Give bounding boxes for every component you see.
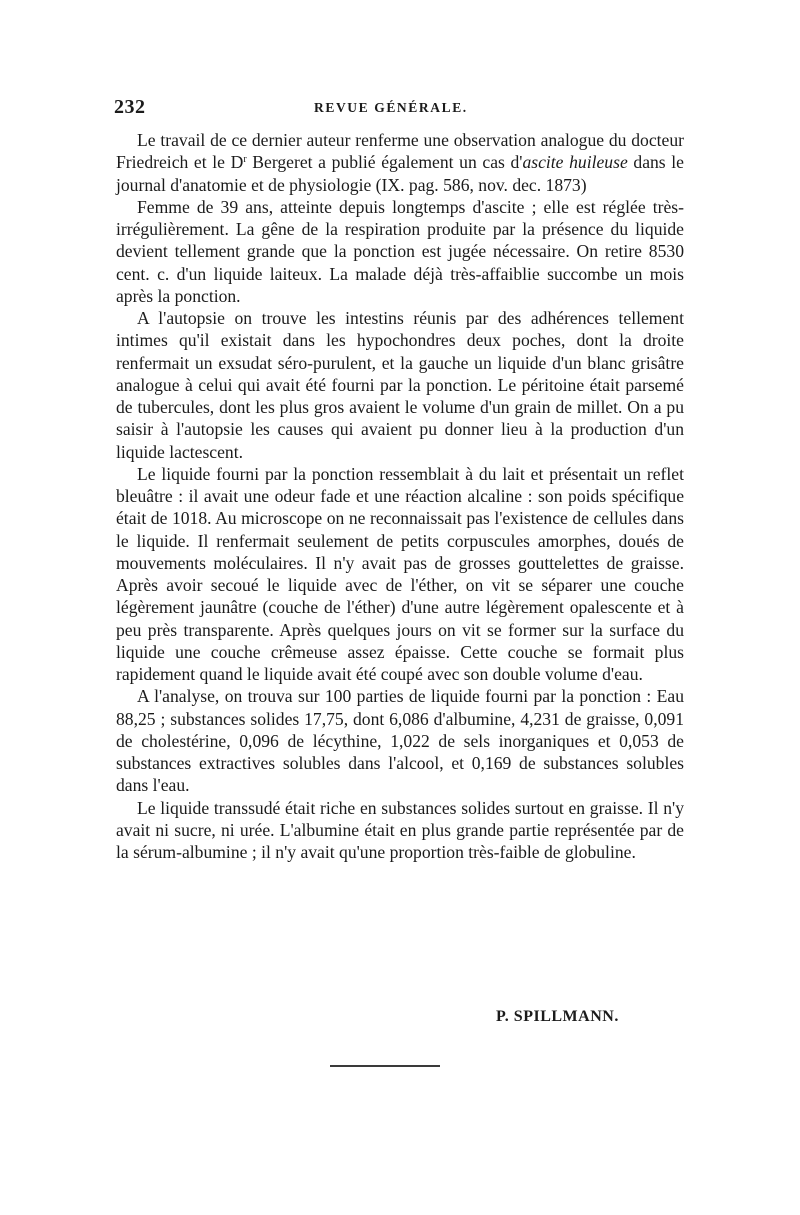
- page-header: [114, 96, 686, 120]
- paragraph-1-text-end: dans le journal d'anatomie et de physiologie (IX. pag. 586, nov. dec. 1873): [116, 152, 684, 195]
- paragraph-2: Femme de 39 ans, atteinte depuis longtemps d'ascite ; elle est réglée très-irrégulièrement. La gêne de la respiration produite par la présence du liquide devient tellement grande que la ponction est jugée nécessaire. On retire 8530 cent. c. d'un liquide laiteux. La malade déjà très-affaiblie succombe un mois après la ponction.: [116, 196, 684, 306]
- author-signature: P. SPILLMANN.: [496, 1008, 619, 1025]
- paragraph-1: [116, 129, 684, 196]
- paragraph-1-text: Le travail de ce dernier auteur renferme une observation analogue du docteur Friedreich et le D: [116, 130, 684, 173]
- running-title: REVUE GÉNÉRALE.: [314, 100, 468, 115]
- italic-term: ascite huileuse: [522, 152, 628, 173]
- doctor-abbrev-superscript: r: [243, 154, 247, 166]
- paragraph-1-text-middle: Bergeret a publié également un cas d': [246, 152, 523, 173]
- separator-rule: [330, 1065, 440, 1067]
- paragraph-4: Le liquide fourni par la ponction ressemblait à du lait et présentait un reflet bleuâtre : il avait une odeur fade et une réaction alcaline : son poids spécifique était de 1018. Au microscope on ne reconnaissait pas l'existence de cellules dans le liquide. Il renfermait seulement de petits corpuscules amorphes, doués de mouvements moléculaires. Il n'y avait pas de grosses gouttelettes de graisse. Après avoir secoué le liquide avec de l'éther, on vit se séparer une couche légèrement jaunâtre (couche de l'éther) d'une autre légèrement opalescente et à peu près transparente. Après quelques jours on vit se former sur la surface du liquide une couche crêmeuse assez épaisse. Cette couche se formait plus rapidement quand le liquide avait été coupé avec son double volume d'eau.: [116, 463, 684, 684]
- paragraph-5: A l'analyse, on trouva sur 100 parties de liquide fourni par la ponction : Eau 88,25 ; substances solides 17,75, dont 6,086 d'albumine, 4,231 de graisse, 0,091 de cholestérine, 0,096 de lécythine, 1,022 de sels inorganiques et 0,053 de substances extractives solubles dans l'alcool, et 0,169 de substances solubles dans l'eau.: [116, 686, 684, 796]
- article-body: [116, 129, 684, 863]
- paragraph-3: A l'autopsie on trouve les intestins réunis par des adhérences tellement intimes qu'il existait dans les hypochondres deux poches, dont la droite renfermait un exsudat séro-purulent, et la gauche un liquide d'un blanc grisâtre analogue à celui qui avait été fourni par la ponction. Le péritoine était parsemé de tubercules, dont les plus gros avaient le volume d'un grain de millet. On a pu saisir à l'autopsie les causes qui avaient pu donner lieu à la production d'un liquide lactescent.: [116, 308, 684, 462]
- page-number: 232: [114, 96, 146, 118]
- paragraph-6: Le liquide transsudé était riche en substances solides surtout en graisse. Il n'y avait ni sucre, ni urée. L'albumine était en plus grande partie représentée par de la sérum-albumine ; il n'y avait qu'une proportion très-faible de globuline.: [116, 797, 684, 862]
